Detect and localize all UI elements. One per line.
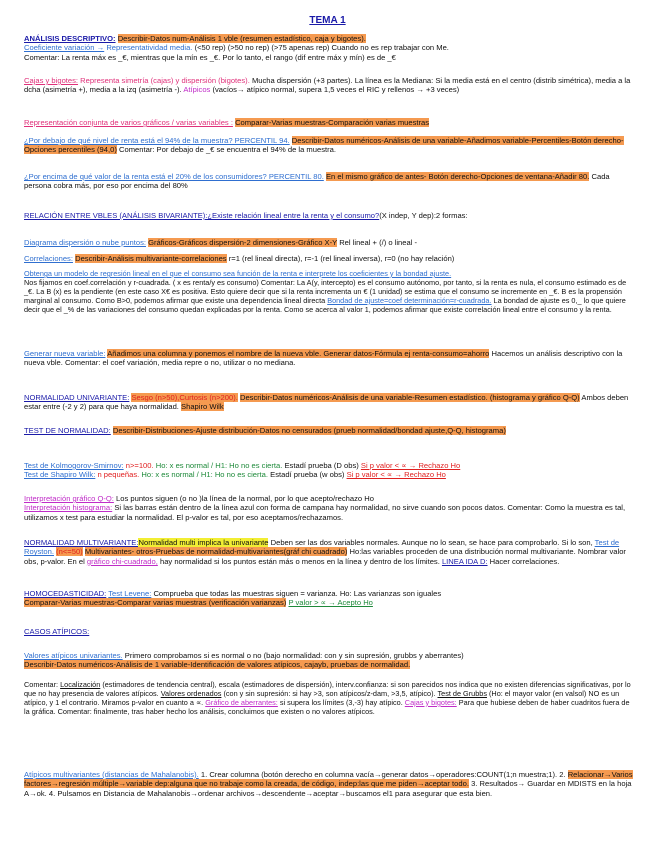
comentario-percentil-94: Comentar: Por debajo de _€ se encuentra el 94% de la muestra.: [119, 145, 336, 155]
section-test-normalidad: [24, 426, 636, 435]
atipicos-term: Atípicos: [183, 85, 211, 95]
shapiro-rule: Si p valor < ∝ → Rechazo Ho: [346, 470, 446, 480]
kolmogorov-cond: n>=100.: [125, 461, 154, 470]
interpretacion-qq-text: Los puntos siguen (o no )la línea de la normal, por lo que acepto/rechazo Ho: [116, 494, 374, 503]
generar-text: Hacemos un análisis descriptivo con la nueva vble. Comentar: el coef variación, media repre o no, utilizar o no mediana.: [24, 349, 623, 368]
localizacion-term: Localización: [60, 680, 101, 689]
normalidad-text: Ambos deben estar entre (-2 y 2) para que haya normalidad.: [24, 393, 629, 412]
heading-homocedasticidad: HOMOCEDASTICIDAD:: [24, 589, 107, 598]
comentario-percentil-80: Cada persona cobra más, por eso por encima del 80%: [24, 172, 610, 191]
link-interpretacion-qq[interactable]: Interpretación gráfico Q-Q:: [24, 494, 114, 503]
linealidad-text: Hacer correlaciones.: [489, 556, 560, 566]
cajas-text: Mucha dispersión (+3 partes). La línea es la Mediana: Si la media está en el centro (distrib simétrica), media a la dcha (asimetría +), media a la izq (asimetría -).: [24, 76, 631, 95]
homocedasticidad-text: Comprueba que todas las muestras siguen = varianza. Ho: Las varianzas son iguales: [153, 589, 442, 598]
link-valores-atipicos-univariantes[interactable]: Valores atípicos univariantes.: [24, 651, 123, 660]
section-analisis-descriptivo: [24, 34, 636, 62]
section-homocedasticidad: [24, 589, 636, 608]
path-percentil-80: En el mismo gráfico de antes- Botón derecho-Opciones de ventana-Añadir 80.: [325, 172, 590, 181]
normalidad-multi-hyp: Ho:las variables proceden de una distribución normal multivariante.: [349, 547, 576, 557]
comentario-t2: (con y sin supresión: si hay >3, son atípicos/z-dam, >3,5, atípico).: [223, 688, 436, 698]
section-relacion: [24, 211, 636, 220]
link-percentil-94[interactable]: ¿Por debajo de qué nivel de renta está el 94% de la muestra? PERCENTIL 94.: [24, 136, 290, 145]
normalidad-multi-text-3: hay normalidad si los puntos están más o menos en la línea y dentro de los límites.: [159, 556, 440, 566]
section-cajas-bigotes: [24, 76, 636, 95]
section-percentil-94: [24, 136, 636, 155]
link-test-royston[interactable]: Test de Royston.: [24, 538, 620, 557]
link-grafico-chi-cuadrado[interactable]: gráfico chi-cuadrado,: [86, 556, 158, 566]
section-tests: [24, 461, 636, 480]
comentario-renta: Comentar: La renta máx es _€, mientras que la mín es _€. Por lo tanto, el rango (dif entre máx y mín) es de _€: [24, 52, 396, 62]
path-test-normalidad: Describir-Distribuciones-Ajuste distribución-Datos no censurados (prueb normalidad/bondad ajuste,Q-Q, histograma): [112, 426, 506, 435]
path-representacion: Comparar-Varias muestras-Comparación varias muestras: [235, 118, 430, 127]
path-valores-uni: Describir-Datos numéricos-Análisis de 1 variable-Identificación de valores atípicos, cajayb, pruebas de normalidad.: [24, 660, 411, 670]
link-representacion-conjunta[interactable]: Representación conjunta de varios gráficos / varias variables :: [24, 118, 233, 127]
relacion-suffix: (X indep, Y dep):2 formas:: [379, 211, 468, 220]
kolmogorov-stat: Estadí prueba (D obs): [284, 461, 359, 470]
link-cajas-bigotes[interactable]: Cajas y bigotes:: [24, 76, 79, 85]
regresion-text-1: Nos fijamos en coef.correlación y r-cuadrada. ( x es renta/y es consumo) Comentar: La A(y, intercepto) es el consumo autónomo, por tanto, si la renta es nula, el consumo estimado es de _€. La B (x) es la pendiente (en este caso X€ es positiva. Esto quiere decir que si la renta incrementa un € (1 unidad) se estima que el consumo se incremente en _€. B es la propensión marginal al consumo. Como B>0, podemos afirmar que existe una dependencia lineal directa: [24, 277, 627, 305]
heading-normalidad-multivariante: NORMALIDAD MULTIVARIANTE:: [24, 538, 139, 547]
link-regresion[interactable]: Obtenga un modelo de regresión lineal en el que el consumo sea función de la renta e interprete los coeficientes y la bondad ajuste.: [24, 269, 452, 278]
heading-normalidad-univariante: NORMALIDAD UNIVARIANTE:: [24, 393, 130, 402]
atipicos-multi-t1: 1. Crear columna (botón derecho en columna vacía→generar datos→operadores:COUNT(1;n muestra;1). 2.: [200, 770, 566, 779]
test-grubbs-term: Test de Grubbs: [437, 688, 487, 698]
comentario-t3: (Ho: el mayor valor (en valsol) NO es un atípico, y 1 el contrario. Miramos p-valor en cuanto a ∝.: [24, 688, 620, 707]
link-correlaciones[interactable]: Correlaciones:: [24, 254, 73, 263]
section-percentil-80: [24, 172, 636, 191]
section-valores-atipicos-univariantes: [24, 651, 636, 670]
correlaciones-text: r=1 (rel lineal directa), r=-1 (rel lineal inversa), r=0 (no hay relación): [228, 254, 455, 263]
path-normalidad-multi: Multivariantes- otros-Pruebas de normalidad-multivariantes(gráf chi cuadrado): [84, 547, 348, 557]
shapiro-cond: n pequeñas.: [97, 470, 140, 480]
path-homocedasticidad: Comparar-Varias muestras-Comparar varias muestras (verificación varianzas): [24, 598, 287, 608]
atipicos-multi-t2: 3. Resultados→ Guardar en MDISTS en la hoja A→ok. 4. Pulsamos en Distancia de Mahalanobis→ordenar archivos→descendente→aceptar→buscamos el1 para asegurar que esta bien.: [24, 779, 632, 798]
interpretacion-hist-text: Si las barras están dentro de la línea azul con forma de campana hay normalidad, no sirve cuando son pocos datos. Comentar: Como la muestra es tal, utilizamos x test para estudiar la normalidad. El p-valor es tal, por eso aceptamos/rechazamos.: [24, 503, 626, 522]
royston-cond: (n<=50): [56, 547, 83, 557]
linealidad-label: LINEA IDA D:: [441, 556, 488, 566]
section-generar-variable: [24, 349, 636, 368]
coef-representatividad: Representatividad media.: [106, 43, 193, 53]
shapiro-wilk-tag: Shapiro Wilk: [181, 402, 224, 412]
path-analisis-descriptivo: Describir-Datos num-Análisis 1 vble (resumen estadístico, caja y bigotes).: [117, 34, 366, 43]
section-regresion: [24, 270, 636, 315]
path-atipicos-multi: Relacionar→Varios factores→regresión múltiple→variable dep:alguna que no trabaje como la creada, de código, indep:las que me piden→aceptar todo.: [24, 770, 633, 789]
link-coeficiente-variacion[interactable]: Coeficiente variación →: [24, 43, 105, 53]
heading-relacion[interactable]: RELACIÓN ENTRE VBLES (ANÁLISIS BIVARIANTE):¿Existe relación lineal entre la renta y el consumo?: [24, 211, 380, 220]
section-normalidad-multivariante: [24, 538, 636, 566]
homocedasticidad-rule: P valor > ∝ → Acepto Ho: [288, 598, 373, 608]
link-bondad-ajuste[interactable]: Bondad de ajuste=coef determinación=r-cuadrada.: [327, 295, 492, 305]
page-title: TEMA 1: [309, 15, 346, 26]
shapiro-stat: Estadí prueba (w obs): [270, 470, 345, 480]
regresion-text-2: La bondad de ajuste es 0,_ lo que quiere decir que el _% de las variaciones del consumo quedan explicadas por la renta. Como se acerca al valor 1, podemos afirmar que existe correlación lineal entre el consumo y la renta.: [24, 295, 626, 314]
normalidad-multi-highlight: Normalidad multi implica la univariante: [138, 538, 269, 547]
comentario-t4: si supera los límites (3,-3) hay atípico.: [279, 697, 403, 707]
cajas-representa: Representa simetría (cajas) y dispersión (bigotes).: [80, 76, 250, 85]
path-percentil-94: Describir-Datos numéricos-Análisis de una variable-Añadimos variable-Percentiles-Botón derecho-Opciones percentiles (94,0): [24, 136, 624, 155]
link-diagrama-dispersion[interactable]: Diagrama dispersión o nube puntos:: [24, 238, 146, 247]
diagrama-text: Rel lineal + (/) o lineal -: [339, 238, 418, 247]
shapiro-hyp: Ho: x es normal / H1: Ho no es cierta.: [141, 470, 269, 480]
path-diagrama: Gráficos-Gráficos dispersión-2 dimensiones-Gráfico X-Y: [148, 238, 338, 247]
section-comentario-atipicos: [24, 681, 636, 717]
section-casos-atipicos: [24, 627, 636, 636]
link-test-levene[interactable]: Test Levene:: [108, 589, 152, 598]
coef-text: (<50 rep) (>50 no rep) (>75 apenas rep) Cuando no es rep trabajar con Me.: [194, 43, 449, 53]
path-generar-variable: Añadimos una columna y ponemos el nombre de la nueva vble. Generar datos-Fórmula ej renta-consumo=ahorro: [107, 349, 490, 358]
section-representacion: [24, 118, 636, 127]
section-interpretacion: [24, 494, 636, 522]
link-cajas-bigotes-2[interactable]: Cajas y bigotes:: [404, 697, 457, 707]
comentario-t5: Para que hubiese deben de haber cuadritos fuera de la gráfica. Comentar: finalmente, tras haber hecho los análisis, concluimos que existen o no valores atípicos.: [24, 697, 630, 716]
valores-uni-text: Primero comprobamos si es normal o no (bajo normalidad: con y sin supresión, grubbs y aberrantes): [124, 651, 464, 660]
comentario-intro: Comentar:: [24, 680, 59, 689]
link-kolmogorov[interactable]: Test de Kolmogorov-Smirnov:: [24, 461, 124, 470]
link-grafico-aberrantes[interactable]: Gráfico de aberrantes:: [205, 697, 278, 707]
link-generar-variable[interactable]: Generar nueva variable:: [24, 349, 106, 358]
normalidad-sesgo-curtosis: Sesgo (n>50),Curtosis (n>200).: [131, 393, 238, 402]
valores-ordenados-term: Valores ordenados: [160, 688, 222, 698]
path-correlaciones: Describir-Análisis multivariante-correlaciones: [75, 254, 227, 263]
link-interpretacion-histograma[interactable]: Interpretación histograma:: [24, 503, 113, 513]
kolmogorov-rule: Si p valor < ∝ → Rechazo Ho: [360, 461, 461, 470]
comentario-t1: (estimadores de tendencia central), escala (estimadores de dispersión), interv.confianza: si son parecidos nos indica que no existen diferencias significativas, por lo que no hay presencia de valores atípicos.: [24, 680, 631, 698]
link-atipicos-multivariantes[interactable]: Atípicos multivariantes (distancias de Mahalanobis).: [24, 770, 199, 779]
section-diagrama: [24, 238, 636, 247]
section-atipicos-multivariantes: [24, 770, 636, 798]
section-correlaciones: [24, 254, 636, 263]
atipicos-text: (vacíos→ atípico normal, supera 1,5 veces el RIC y rellenos → +3 veces): [212, 85, 460, 95]
normalidad-multi-text-2: Nombrar valor obs, p-valor. En el: [24, 547, 626, 566]
heading-test-normalidad: TEST DE NORMALIDAD:: [24, 426, 111, 435]
kolmogorov-hyp: Ho: x es normal / H1: Ho no es cierta.: [155, 461, 283, 470]
link-percentil-80[interactable]: ¿Por encima de qué valor de la renta está el 20% de los consumidores? PERCENTIL 80.: [24, 172, 324, 181]
path-normalidad-univariante: Describir-Datos numéricos-Análisis de una variable-Resumen estadístico. (histograma y gráfico Q-Q): [239, 393, 580, 402]
section-normalidad-univariante: [24, 393, 636, 412]
normalidad-multi-text-1: Deben ser las dos variables normales. Aunque no lo sean, se hace para comprobarlo. Si lo son,: [270, 538, 593, 547]
link-shapiro-wilk[interactable]: Test de Shapiro Wilk:: [24, 470, 96, 480]
heading-analisis-descriptivo: ANÁLISIS DESCRIPTIVO:: [24, 34, 116, 43]
heading-casos-atipicos: CASOS ATÍPICOS:: [24, 627, 90, 636]
